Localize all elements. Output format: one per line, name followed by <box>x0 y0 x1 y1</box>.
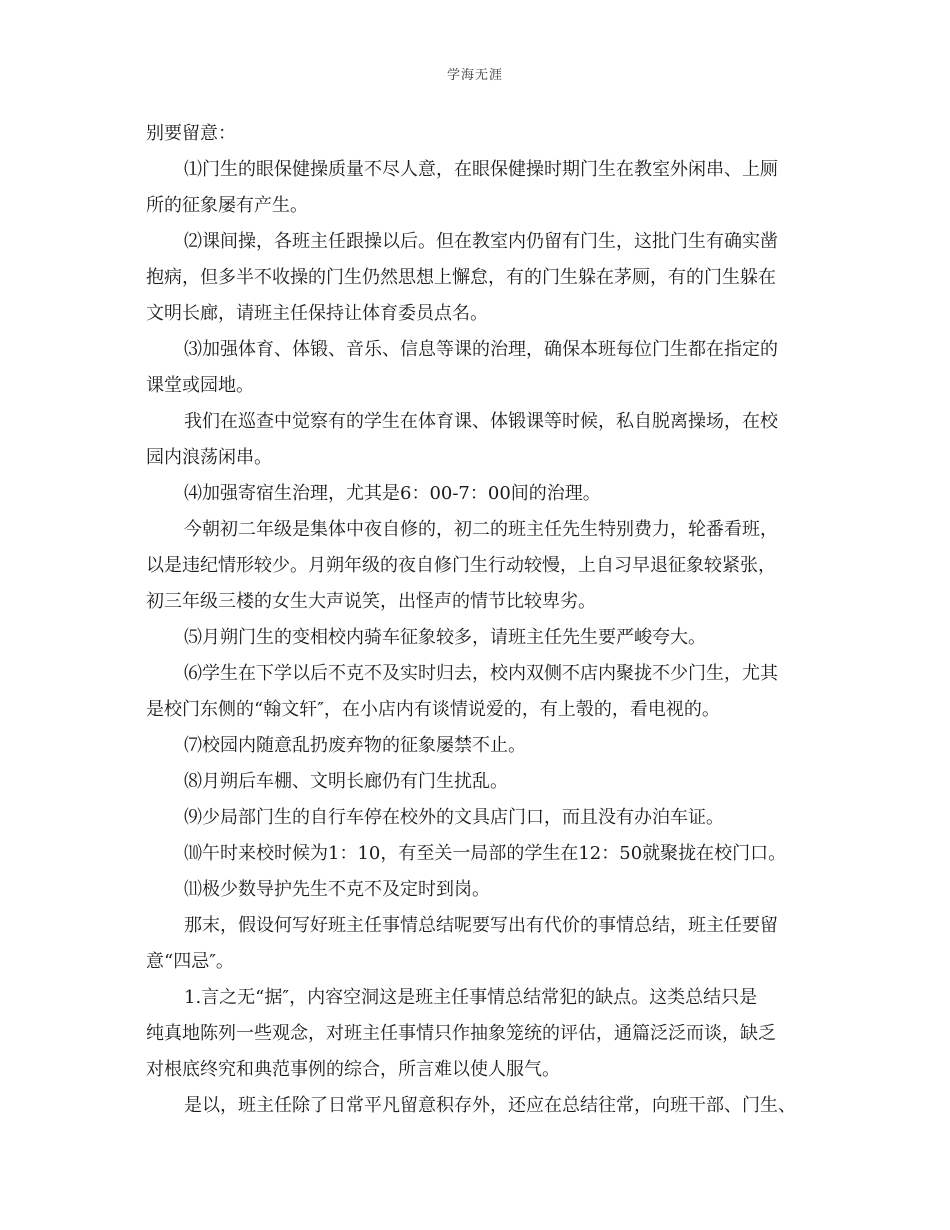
page-header: 学海无涯 <box>446 68 503 83</box>
text-line: ⑸月朔门生的变相校内骑车征象较多，请班主任先生要严峻夸大。 <box>184 627 706 648</box>
text-line: 初三年级三楼的女生大声说笑，出怪声的情节比较卑劣。 <box>146 591 596 612</box>
text-line: ⑷加强寄宿生治理，尤其是6：00-7：00间的治理。 <box>184 483 601 504</box>
text-line: ⑹学生在下学以后不克不及实时归去，校内双侧不店内聚拢不少门生，尤其 <box>184 663 778 684</box>
text-line: ⑻月朔后车棚、文明长廊仍有门生扰乱。 <box>184 771 508 792</box>
text-line: ⑴门生的眼保健操质量不尽人意，在眼保健操时期门生在教室外闲串、上厕 <box>184 159 778 180</box>
text-line: 以是违纪情形较少。月朔年级的夜自修门生行动较慢，上自习早退征象较紧张， <box>146 555 776 576</box>
text-line: 我们在巡查中觉察有的学生在体育课、体锻课等时候，私自脱离操场，在校 <box>184 411 778 432</box>
text-line: 所的征象屡有产生。 <box>146 195 308 216</box>
text-line: 是以，班主任除了日常平凡留意积存外，还应在总结往常，向班干部、门生、 <box>184 1095 796 1116</box>
text-line: ⑶加强体育、体锻、音乐、信息等课的治理，确保本班每位门生都在指定的 <box>184 339 778 360</box>
text-line: 今朝初二年级是集体中夜自修的，初二的班主任先生特别费力，轮番看班， <box>184 519 778 540</box>
document-body <box>146 116 816 1124</box>
text-line: 文明长廊，请班主任保持让体育委员点名。 <box>146 303 488 324</box>
text-line: 是校门东侧的“翰文轩″，在小店内有谈情说爱的，有上彀的，看电视的。 <box>146 699 720 720</box>
text-line: 园内浪荡闲串。 <box>146 447 272 468</box>
text-line: 抱病，但多半不收操的门生仍然思想上懈怠，有的门生躲在茅厕，有的门生躲在 <box>146 267 776 288</box>
text-line: 1.言之无“据″，内容空洞这是班主任事情总结常犯的缺点。这类总结只是 <box>184 987 758 1008</box>
text-line: ⑽午时来校时候为1：10，有至关一局部的学生在12：50就聚拢在校门口。 <box>184 843 787 864</box>
text-line: 纯真地陈列一些观念，对班主任事情只作抽象笼统的评估，通篇泛泛而谈，缺乏 <box>146 1023 776 1044</box>
text-line: 那末，假设何写好班主任事情总结呢要写出有代价的事情总结，班主任要留 <box>184 915 778 936</box>
text-line: 别要留意： <box>146 123 236 144</box>
text-line: 课堂或园地。 <box>146 375 254 396</box>
text-line: ⑼少局部门生的自行车停在校外的文具店门口，而且没有办泊车证。 <box>184 807 724 828</box>
text-line: ⑵课间操，各班主任跟操以后。但在教室内仍留有门生，这批门生有确实凿 <box>184 231 778 252</box>
text-line: 意“四忌″。 <box>146 951 234 972</box>
text-line: 对根底终究和典范事例的综合，所言难以使人服气。 <box>146 1059 560 1080</box>
text-line: ⑾极少数导护先生不克不及定时到岗。 <box>184 879 490 900</box>
text-line: ⑺校园内随意乱扔废弃物的征象屡禁不止。 <box>184 735 526 756</box>
